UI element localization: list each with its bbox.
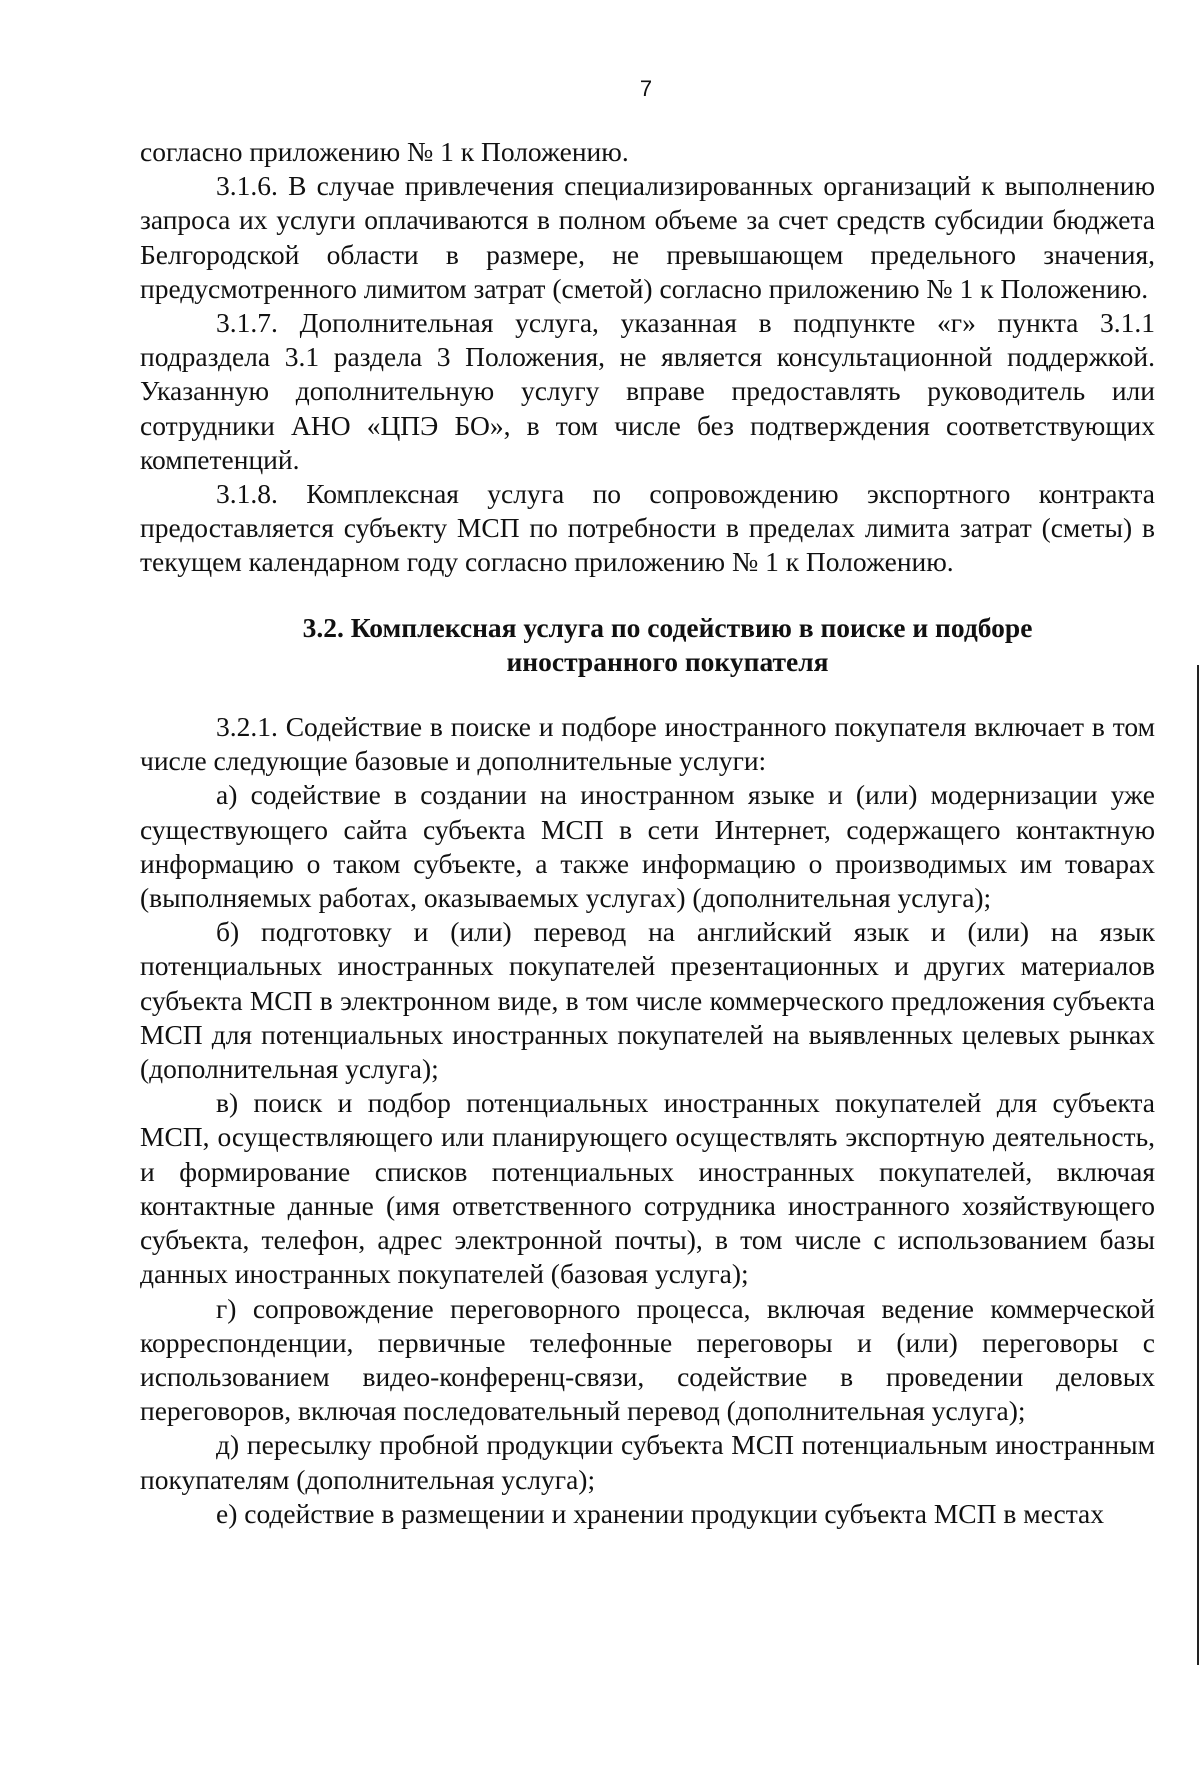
scan-edge-line [1197, 665, 1199, 1665]
section-heading-line-1: 3.2. Комплексная услуга по содействию в поиске и подборе [302, 611, 1033, 643]
page-number: 7 [639, 76, 653, 101]
section-heading-3-2 [140, 611, 1155, 679]
paragraph-3-1-8: 3.1.8. Комплексная услуга по сопровождению экспортного контракта предоставляется субъекту МСП по потребности в пределах лимита затрат (сметы) в текущем календарном году согласно приложению № 1 к Положению. [140, 478, 1155, 578]
list-item-b: б) подготовку и (или) перевод на английский язык и (или) на язык потенциальных иностранных покупателей презентационных и других материалов субъекта МСП в электронном виде, в том числе коммерческого предложения субъекта МСП для потенциальных иностранных покупателей на выявленных целевых рынках (дополнительная услуга); [140, 916, 1155, 1085]
list-item-e: е) содействие в размещении и хранении продукции субъекта МСП в местах [216, 1497, 1105, 1529]
section-heading-line-2: иностранного покупателя [506, 645, 829, 677]
list-item-d: д) пересылку пробной продукции субъекта МСП потенциальным иностранным покупателям (дополнительная услуга); [140, 1429, 1155, 1495]
list-item-a: а) содействие в создании на иностранном языке и (или) модернизации уже существующего сайта субъекта МСП в сети Интернет, содержащего контактную информацию о таком субъекте, а также информацию о производимых им товарах (выполняемых работах, оказываемых услугах) (дополнительная услуга); [140, 779, 1155, 914]
list-item-g: г) сопровождение переговорного процесса, включая ведение коммерческой корреспонденции, первичные телефонные переговоры и (или) переговоры с использованием видео-конференц-связи, содействие в проведении деловых переговоров, включая последовательный перевод (дополнительная услуга); [140, 1292, 1155, 1427]
paragraph-continuation: согласно приложению № 1 к Положению. [140, 136, 629, 167]
list-item-v: в) поиск и подбор потенциальных иностранных покупателей для субъекта МСП, осуществляющего или планирующего осуществлять экспортную деятельность, и формирование списков потенциальных иностранных покупателей, включая контактные данные (имя ответственного сотрудника иностранного хозяйствующего субъекта, телефон, адрес электронной почты), в том числе с использованием базы данных иностранных покупателей (базовая услуга); [140, 1087, 1155, 1290]
paragraph-3-1-6: 3.1.6. В случае привлечения специализированных организаций к выполнению запроса их услуги оплачиваются в полном объеме за счет средств субсидии бюджета Белгородской области в размере, не превышающем предельного значения, предусмотренного лимитом затрат (сметой) согласно приложению № 1 к Положению. [140, 170, 1155, 304]
paragraph-3-2-1: 3.2.1. Содействие в поиске и подборе иностранного покупателя включает в том числе следующие базовые и дополнительные услуги: [140, 711, 1155, 777]
paragraph-3-1-7: 3.1.7. Дополнительная услуга, указанная в подпункте «г» пункта 3.1.1 подраздела 3.1 раздела 3 Положения, не является консультационной поддержкой. Указанную дополнительную услугу вправе предоставлять руководитель или сотрудники АНО «ЦПЭ БО», в том числе без подтверждения соответствующих компетенций. [140, 307, 1155, 475]
document-body [140, 135, 1155, 1531]
